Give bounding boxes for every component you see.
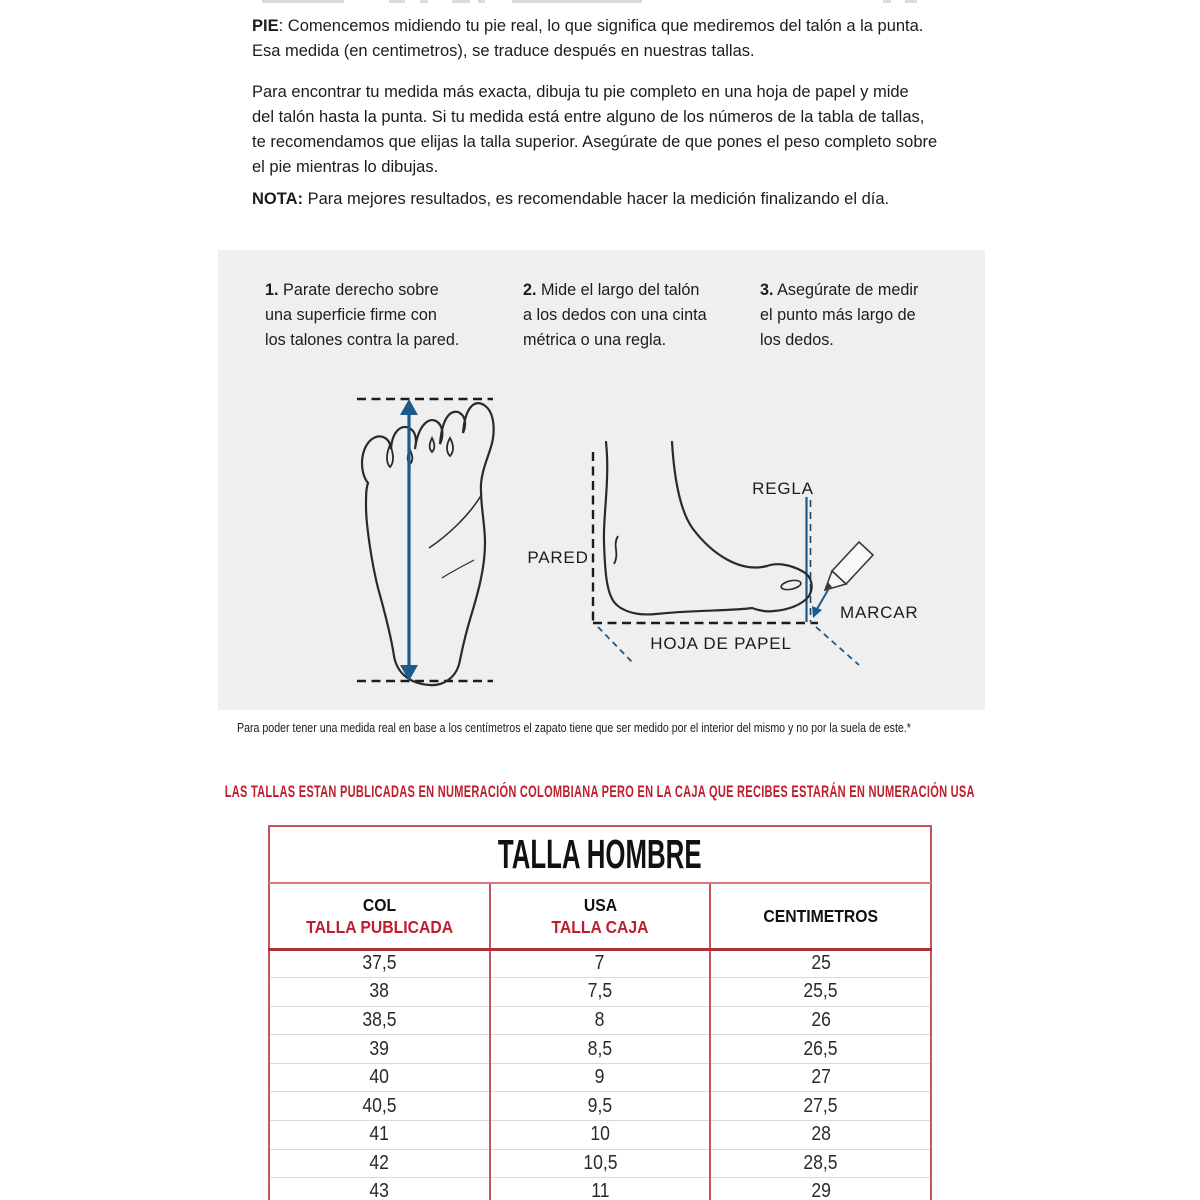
table-row [269,1178,931,1200]
cell-cm: 27 [810,1066,831,1089]
measurement-footnote: Para poder tener una medida real en base a los centímetros el zapato tiene que ser medido por el interior del mismo y no por la suela de este.* [237,721,911,735]
header-centimetros [710,883,931,949]
clipped-text-remnant [420,0,428,3]
cell-usa: 9,5 [587,1094,613,1117]
arch-line [442,560,474,578]
step-3-line: los dedos. [760,331,834,349]
toe-pad [430,438,435,452]
table-row [269,1063,931,1092]
cell-usa: 7 [595,952,605,975]
cell-usa: 8,5 [587,1037,613,1060]
clipped-text-remnant [389,0,405,3]
cell-col: 41 [369,1123,390,1146]
pencil-icon [825,542,873,590]
cell-usa: 10,5 [582,1151,618,1174]
marcar-label: MARCAR [840,603,919,622]
regla-label: REGLA [752,479,814,498]
intro-line: te recomendamos que elijas la talla superior. Asegúrate de que pones el peso completo sobre [252,133,938,151]
sizing-notice: LAS TALLAS ESTAN PUBLICADAS EN NUMERACIÓN COLOMBIANA PERO EN LA CAJA QUE RECIBES ESTARÁN EN NUMERACIÓN USA [224,783,976,801]
cell-usa: 8 [595,1008,605,1031]
step-3 [760,278,918,353]
hoja-de-papel-label: HOJA DE PAPEL [650,634,792,653]
intro-line: : Comencemos midiendo tu pie real, lo que significa que mediremos del talón a la punta. [278,17,924,35]
nota-paragraph [252,187,889,212]
table-title: TALLA HOMBRE [498,831,702,877]
step-1-line: una superficie firme con [265,306,437,324]
cell-cm: 25,5 [803,980,838,1003]
table-row [269,1092,931,1121]
header-col-bottom: TALLA PUBLICADA [305,916,453,937]
step-2-line: a los dedos con una cinta [523,306,707,324]
clipped-text-remnant [452,0,470,3]
step-3-line: el punto más largo de [760,306,916,324]
cell-cm: 29 [810,1180,831,1200]
header-col-top: COL [362,894,396,915]
step-3-number: 3. [760,281,774,299]
pared-label: PARED [527,548,589,567]
header-cm-top: CENTIMETROS [763,905,878,926]
header-usa-bottom: TALLA CAJA [551,916,649,937]
intro-paragraph-foot [252,14,923,64]
cell-cm: 26 [810,1008,831,1031]
step-1-number: 1. [265,281,279,299]
step-2-number: 2. [523,281,537,299]
clipped-text-remnant [905,0,917,3]
intro-paragraph-measure [252,80,937,180]
nota-label: NOTA: [252,190,304,208]
step-1 [265,278,459,353]
cell-col: 42 [369,1151,390,1174]
table-row [269,978,931,1007]
foot-side-diagram [520,430,920,680]
table-row [269,1121,931,1150]
foot-outline [362,403,494,685]
cell-cm: 28,5 [803,1151,838,1174]
step-2-line: Mide el largo del talón [541,281,700,299]
mens-size-table [268,825,932,1200]
marcar-arrow [817,590,828,609]
table-title-row [269,826,931,883]
cell-usa: 10 [590,1123,610,1146]
cell-cm: 25 [810,952,831,975]
table-row [269,1035,931,1064]
toe-pad [447,438,453,456]
sizing-notice-wrap [0,783,1200,802]
cell-cm: 27,5 [803,1094,838,1117]
step-2-line: métrica o una regla. [523,331,667,349]
cell-col: 39 [369,1037,390,1060]
paper-corner-dashed-left [598,627,633,663]
step-1-line: los talones contra la pared. [265,331,460,349]
pie-label: PIE [252,17,279,35]
step-1-line: Parate derecho sobre [283,281,439,299]
step-3-line: Asegúrate de medir [777,281,919,299]
arch-line [429,494,482,548]
intro-line: el pie mientras lo dibujas. [252,158,439,176]
cell-usa: 11 [590,1180,610,1200]
instructions-panel [218,250,985,710]
cell-cm: 28 [810,1123,831,1146]
header-col [269,883,490,949]
intro-line: Esa medida (en centimetros), se traduce después en nuestras tallas. [252,42,755,60]
foot-profile-outline [604,442,812,614]
intro-line: Para encontrar tu medida más exacta, dibuja tu pie completo en una hoja de papel y mide [252,83,909,101]
header-usa-top: USA [583,894,617,915]
cell-col: 43 [369,1180,390,1200]
arrow-head-up [400,399,418,415]
cell-usa: 7,5 [587,980,613,1003]
clipped-text-remnant [478,0,485,3]
step-2 [523,278,707,353]
cell-usa: 9 [595,1066,605,1089]
intro-line: del talón hasta la punta. Si tu medida está entre alguno de los números de la tabla de tallas, [252,108,925,126]
ankle-crease [614,536,618,564]
toenail [780,579,801,591]
nota-text: Para mejores resultados, es recomendable hacer la medición finalizando el día. [307,190,890,208]
clipped-text-remnant [883,0,891,3]
header-usa [490,883,711,949]
foot-sole-diagram [345,388,505,700]
cell-col: 38 [369,980,390,1003]
clipped-text-remnant [512,0,642,3]
cell-col: 40,5 [362,1094,397,1117]
table-header-row [269,883,931,949]
cell-col: 37,5 [362,952,397,975]
table-row [269,1006,931,1035]
paper-corner-dashed-right [816,627,859,665]
cell-cm: 26,5 [803,1037,838,1060]
cell-col: 40 [369,1066,390,1089]
table-row [269,949,931,978]
table-row [269,1149,931,1178]
clipped-text-remnant [262,0,344,3]
cell-col: 38,5 [362,1008,397,1031]
